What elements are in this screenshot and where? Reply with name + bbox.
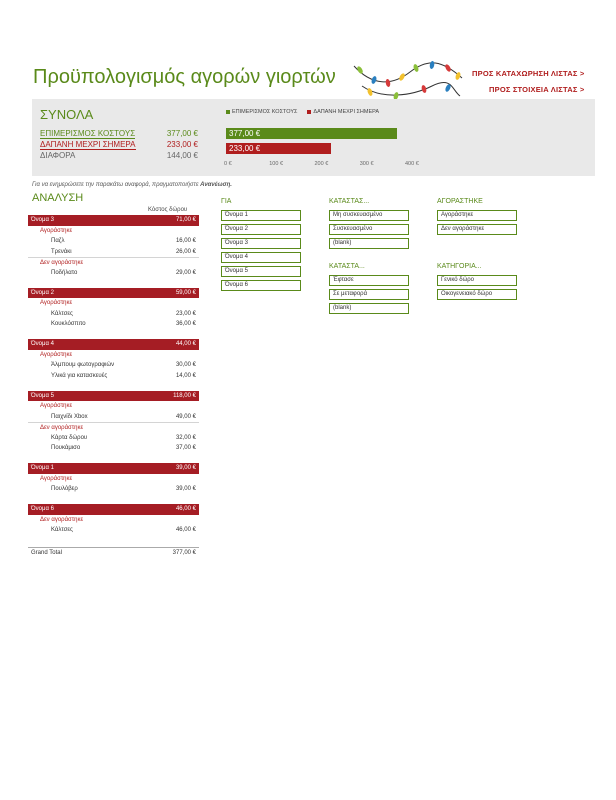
pivot-row-label: Grand Total bbox=[31, 550, 62, 556]
pivot-row-label: Όνομα 4 bbox=[31, 341, 54, 347]
pivot-row-label: Κάλτσες bbox=[51, 310, 73, 317]
pivot-row-value: 377,00 € bbox=[172, 550, 196, 556]
pivot-row-label: Αγοράστηκε bbox=[40, 475, 73, 482]
christmas-lights-icon bbox=[352, 56, 464, 100]
pivot-row-label: Κάρτα δώρου bbox=[51, 434, 88, 441]
pivot-item-row[interactable] bbox=[28, 371, 199, 382]
slicer-item-button[interactable]: (blank) bbox=[329, 303, 409, 314]
cost-allocation-value: 377,00 € bbox=[166, 129, 198, 138]
pivot-group-row[interactable] bbox=[28, 463, 199, 474]
pivot-row-label: Αγοράστηκε bbox=[40, 351, 73, 358]
pivot-group-row[interactable] bbox=[28, 339, 199, 350]
slicer-item-button[interactable]: Δεν αγοράστηκε bbox=[437, 224, 517, 235]
analysis-pivot-table bbox=[28, 215, 199, 558]
legend-label-cost-allocation: ΕΠΙΜΕΡΙΣΜΟΣ ΚΟΣΤΟΥΣ bbox=[232, 109, 298, 115]
legend-item-spent-to-date bbox=[307, 109, 379, 115]
pivot-row-label: Κουκλόσπιτο bbox=[51, 321, 86, 327]
pivot-group-row[interactable] bbox=[28, 504, 199, 515]
chart-bar-spent-to-date bbox=[226, 143, 331, 154]
slicer-for bbox=[221, 198, 301, 294]
pivot-spacer bbox=[28, 278, 199, 288]
nav-to-list-entry-link[interactable]: ΠΡΟΣ ΚΑΤΑΧΩΡΗΣΗ ΛΙΣΤΑΣ > bbox=[472, 69, 585, 78]
pivot-row-label: Αγοράστηκε bbox=[40, 300, 73, 306]
legend-swatch-green bbox=[226, 110, 230, 114]
slicer-title: ΚΑΤΗΓΟΡΙΑ... bbox=[437, 263, 482, 270]
pivot-item-row[interactable] bbox=[28, 236, 199, 247]
spent-to-date-value: 233,00 € bbox=[166, 140, 198, 149]
chart-tick-label: 0 € bbox=[224, 161, 232, 167]
chart-data-label-spent-to-date: 233,00 € bbox=[229, 144, 261, 153]
chart-x-axis bbox=[226, 161, 426, 171]
refresh-note-text: Για να ενημερώσετε την παρακάτω αναφορά, πραγματοποιήστε bbox=[32, 182, 201, 188]
pivot-item-row[interactable] bbox=[28, 309, 199, 320]
pivot-row-label: Δεν αγοράστηκε bbox=[40, 425, 84, 431]
pivot-row-label: Πουκάμισο bbox=[51, 445, 81, 451]
chart-tick-label: 400 € bbox=[405, 161, 419, 167]
chart-legend bbox=[226, 109, 379, 115]
pivot-row-value: 46,00 € bbox=[175, 506, 196, 512]
refresh-note bbox=[32, 182, 232, 188]
pivot-row-value: 46,00 € bbox=[175, 527, 196, 533]
pivot-row-value: 59,00 € bbox=[175, 289, 196, 296]
pivot-group-row[interactable] bbox=[28, 215, 199, 226]
pivot-row-label: Δεν αγοράστηκε bbox=[40, 260, 84, 266]
pivot-row-value: 118,00 € bbox=[173, 392, 196, 399]
slicer-title: ΚΑΤΑΣΤΑΣ... bbox=[329, 198, 370, 205]
slicer-delivery-status bbox=[329, 263, 409, 317]
slicer-item-button[interactable]: Όνομα 5 bbox=[221, 266, 301, 277]
pivot-item-row[interactable] bbox=[28, 360, 199, 371]
pivot-row-label: Υλικά για κατασκευές bbox=[51, 372, 108, 379]
pivot-spacer bbox=[28, 536, 199, 546]
pivot-status-row[interactable] bbox=[28, 474, 199, 485]
pivot-status-row[interactable] bbox=[28, 350, 199, 361]
pivot-row-label: Αγοράστηκε bbox=[40, 403, 73, 409]
slicer-item-button[interactable]: Όνομα 4 bbox=[221, 252, 301, 263]
pivot-row-value: 16,00 € bbox=[175, 238, 196, 244]
pivot-row-value: 14,00 € bbox=[175, 372, 196, 379]
spent-to-date-label: ΔΑΠΑΝΗ ΜΕΧΡΙ ΣΗΜΕΡΑ bbox=[40, 140, 136, 149]
legend-swatch-red bbox=[307, 110, 311, 114]
pivot-row-value: 39,00 € bbox=[175, 465, 196, 471]
pivot-row-value: 36,00 € bbox=[175, 321, 196, 327]
slicer-item-button[interactable]: Όνομα 3 bbox=[221, 238, 301, 249]
pivot-group-row[interactable] bbox=[28, 288, 199, 299]
slicer-category bbox=[437, 263, 517, 303]
pivot-item-row[interactable] bbox=[28, 268, 199, 279]
pivot-row-label: Όνομα 2 bbox=[31, 289, 54, 296]
pivot-status-row[interactable] bbox=[28, 422, 199, 433]
pivot-row-value: 44,00 € bbox=[175, 341, 196, 347]
slicer-item-button[interactable]: Όνομα 6 bbox=[221, 280, 301, 291]
analysis-title: ΑΝΑΛΥΣΗ bbox=[32, 192, 84, 204]
pivot-row-label: Δεν αγοράστηκε bbox=[40, 516, 84, 523]
page-title: Προϋπολογισμός αγορών γιορτών bbox=[33, 66, 336, 88]
slicer-item-button[interactable]: (blank) bbox=[329, 238, 409, 249]
difference-label: ΔΙΑΦΟΡΑ bbox=[40, 151, 76, 160]
pivot-spacer bbox=[28, 454, 199, 464]
pivot-group-row[interactable] bbox=[28, 391, 199, 402]
pivot-row-label: Παιχνίδι Xbox bbox=[51, 413, 88, 420]
pivot-row-label: Πουλόβερ bbox=[51, 486, 78, 492]
gift-cost-column-header: Κόστος δώρου bbox=[148, 207, 188, 213]
pivot-row-value: 32,00 € bbox=[175, 434, 196, 441]
slicer-item-button[interactable]: Σε μεταφορά bbox=[329, 289, 409, 300]
slicer-item-button[interactable]: Γενικό δώρο bbox=[437, 275, 517, 286]
slicer-title: ΓΙΑ bbox=[221, 198, 232, 205]
pivot-row-value: 39,00 € bbox=[175, 486, 196, 492]
pivot-row-value: 49,00 € bbox=[175, 413, 196, 420]
slicer-wrap-status bbox=[329, 198, 409, 252]
pivot-row-label: Άλμπουμ φωτογραφιών bbox=[51, 362, 115, 368]
pivot-row-label: Όνομα 5 bbox=[31, 392, 54, 399]
pivot-status-row[interactable] bbox=[28, 257, 199, 268]
pivot-item-row[interactable] bbox=[28, 443, 199, 454]
legend-item-cost-allocation bbox=[226, 109, 297, 115]
slicer-item-button[interactable]: Μη συσκευασμένο bbox=[329, 210, 409, 221]
pivot-row-label: Ποδήλατο bbox=[51, 269, 78, 276]
slicer-item-button[interactable]: Όνομα 1 bbox=[221, 210, 301, 221]
pivot-item-row[interactable] bbox=[28, 247, 199, 258]
slicer-item-button[interactable]: Έφτασε bbox=[329, 275, 409, 286]
pivot-item-row[interactable] bbox=[28, 525, 199, 536]
pivot-row-label: Όνομα 3 bbox=[31, 217, 54, 223]
pivot-status-row[interactable] bbox=[28, 401, 199, 412]
totals-panel bbox=[32, 99, 595, 176]
slicer-purchased bbox=[437, 198, 517, 238]
pivot-status-row[interactable] bbox=[28, 298, 199, 309]
slicer-item-button[interactable]: Συσκευασμένο bbox=[329, 224, 409, 235]
difference-value: 144,00 € bbox=[166, 151, 198, 160]
pivot-row-value: 23,00 € bbox=[175, 310, 196, 317]
slicer-item-button[interactable]: Όνομα 2 bbox=[221, 224, 301, 235]
pivot-item-row[interactable] bbox=[28, 484, 199, 495]
pivot-row-label: Αγοράστηκε bbox=[40, 227, 73, 234]
cost-allocation-label: ΕΠΙΜΕΡΙΣΜΟΣ ΚΟΣΤΟΥΣ bbox=[40, 129, 136, 138]
legend-label-spent-to-date: ΔΑΠΑΝΗ ΜΕΧΡΙ ΣΗΜΕΡΑ bbox=[313, 109, 380, 115]
pivot-row-value: 29,00 € bbox=[175, 269, 196, 276]
pivot-status-row[interactable] bbox=[28, 515, 199, 526]
chart-bar-cost-allocation bbox=[226, 128, 397, 139]
slicer-item-button[interactable]: Αγοράστηκε bbox=[437, 210, 517, 221]
chart-tick-label: 100 € bbox=[269, 161, 284, 167]
pivot-spacer bbox=[28, 330, 199, 340]
pivot-status-row[interactable] bbox=[28, 226, 199, 237]
pivot-row-label: Κάλτσες bbox=[51, 527, 73, 533]
refresh-note-action: Ανανέωση. bbox=[200, 182, 232, 188]
pivot-row-label: Όνομα 1 bbox=[31, 465, 54, 471]
chart-tick-label: 300 € bbox=[359, 161, 374, 167]
pivot-spacer bbox=[28, 381, 199, 391]
pivot-row-label: Όνομα 6 bbox=[31, 506, 54, 512]
nav-to-list-data-link[interactable]: ΠΡΟΣ ΣΤΟΙΧΕΙΑ ΛΙΣΤΑΣ > bbox=[489, 85, 585, 94]
pivot-row-value: 30,00 € bbox=[175, 362, 196, 368]
pivot-item-row[interactable] bbox=[28, 412, 199, 423]
slicer-title: ΚΑΤΑΣΤΑ... bbox=[329, 263, 365, 270]
pivot-row-value: 71,00 € bbox=[175, 217, 196, 223]
pivot-item-row[interactable] bbox=[28, 319, 199, 330]
pivot-row-label: Παζλ bbox=[51, 238, 65, 244]
pivot-grand-total-row[interactable] bbox=[28, 547, 199, 558]
pivot-row-value: 37,00 € bbox=[175, 445, 196, 451]
pivot-item-row[interactable] bbox=[28, 433, 199, 444]
pivot-row-value: 26,00 € bbox=[175, 248, 196, 255]
slicer-item-button[interactable]: Οικογενειακό δώρο bbox=[437, 289, 517, 300]
totals-title: ΣΥΝΟΛΑ bbox=[40, 107, 94, 122]
pivot-spacer bbox=[28, 495, 199, 505]
chart-tick-label: 200 € bbox=[314, 161, 329, 167]
pivot-row-label: Τρενάκι bbox=[51, 248, 72, 255]
chart-data-label-cost-allocation: 377,00 € bbox=[229, 129, 261, 138]
slicer-title: ΑΓΟΡΑΣΤΗΚΕ bbox=[437, 198, 483, 205]
